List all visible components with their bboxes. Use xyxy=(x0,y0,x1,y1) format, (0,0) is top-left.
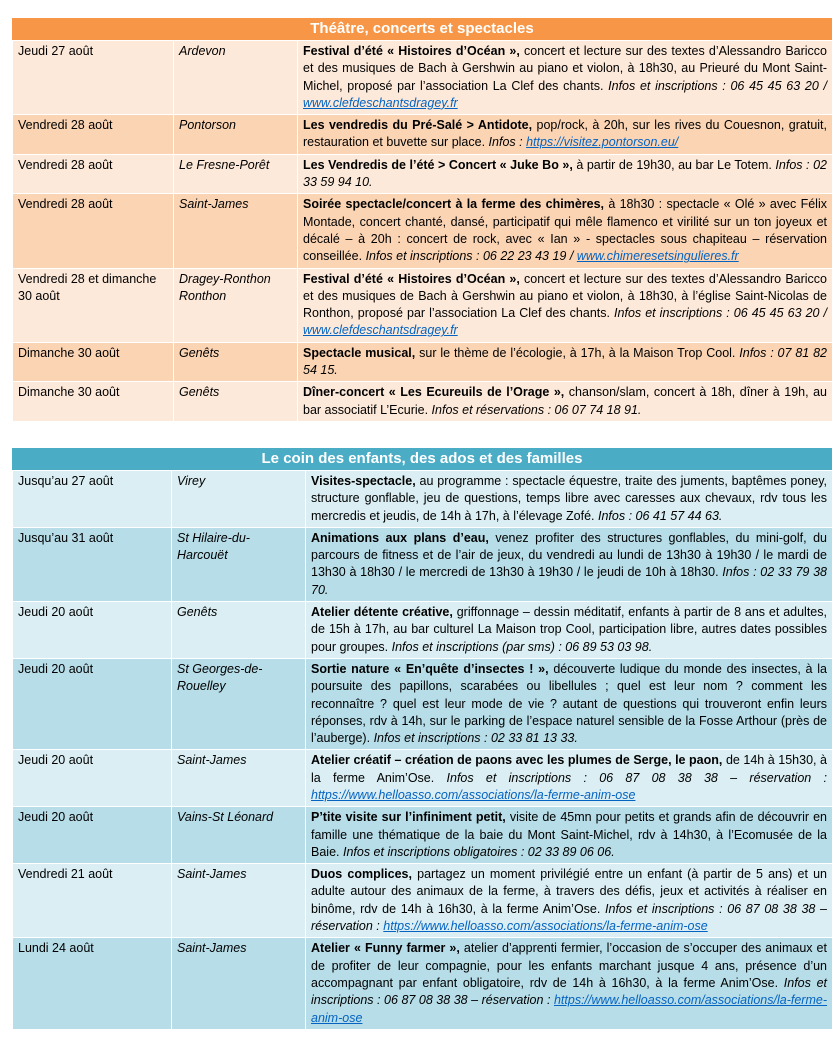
event-description xyxy=(306,864,833,938)
event-description xyxy=(306,938,833,1029)
event-date: Lundi 24 août xyxy=(13,938,172,1029)
event-date: Jeudi 27 août xyxy=(13,41,174,115)
events-page xyxy=(12,18,832,1030)
event-date: Jeudi 20 août xyxy=(13,807,172,864)
event-contact: Infos : 07 81 82 54 15. xyxy=(303,345,827,378)
event-title: P’tite visite sur l’infiniment petit, xyxy=(311,810,506,825)
events-table xyxy=(12,40,833,422)
event-text: visite de 45mn pour petits et grands afin de découvrir en famille une thématique de la baie du Mont Saint-Michel, rdv à 14h30, à l’Ecomusée de la Baie. xyxy=(311,810,827,859)
event-row xyxy=(13,154,833,194)
event-text: sur le thème de l’écologie, à 17h, à la Maison Trop Cool. xyxy=(419,345,736,360)
event-description xyxy=(298,268,833,342)
event-text: griffonnage – dessin méditatif, enfants à partir de 8 ans et adultes, de 15h à 17h, au bar culturel La Maison trop Cool, participation libre, autres dates possibles pour groupes. xyxy=(311,605,827,654)
event-text: à partir de 19h30, au bar Le Totem. xyxy=(576,157,772,172)
section-header: Le coin des enfants, des ados et des familles xyxy=(12,448,832,470)
event-title: Duos complices, xyxy=(311,867,412,882)
event-row xyxy=(13,268,833,342)
event-title: Soirée spectacle/concert à la ferme des chimères, xyxy=(303,197,605,212)
event-date: Jusqu’au 31 août xyxy=(13,527,172,601)
event-description xyxy=(306,658,833,749)
event-description xyxy=(306,470,833,527)
event-text: concert et lecture sur des textes d’Alessandro Baricco et des musiques de Bach à Gershwin au piano et violon, à 18h30, au Prieuré du Mont Saint-Michel, proposé par l’association La Clef des chants. xyxy=(303,44,827,93)
event-row xyxy=(13,807,833,864)
event-contact: Infos et inscriptions : 06 45 45 63 20 / xyxy=(608,78,827,93)
event-link[interactable]: www.chimeresetsingulieres.fr xyxy=(576,249,739,264)
event-description xyxy=(298,194,833,268)
event-contact: Infos et inscriptions : 02 33 81 13 33. xyxy=(373,731,578,746)
event-text: pop/rock, à 20h, sur les rives du Couesnon, gratuit, restauration et buvette sur place. xyxy=(303,118,827,150)
event-contact: Infos et inscriptions : 06 87 08 38 38 – réservation : xyxy=(446,770,827,785)
event-title: Atelier créatif – création de paons avec les plumes de Serge, le paon, xyxy=(311,753,723,768)
events-section-kids xyxy=(12,448,832,1030)
event-link[interactable]: www.clefdeschantsdragey.fr xyxy=(303,95,458,110)
event-description xyxy=(298,342,833,382)
event-contact: Infos : xyxy=(488,135,523,150)
event-row xyxy=(13,194,833,268)
event-date: Vendredi 21 août xyxy=(13,864,172,938)
event-description xyxy=(306,527,833,601)
event-text: partagez un moment privilégié entre un enfant (à partir de 5 ans) et un adulte autour des animaux de la ferme, à travers des défis, jeux et activités à réaliser en binôme, rdv de 14h à 16h30, à la ferme Anim’Ose. xyxy=(311,867,827,916)
event-contact: Infos et inscriptions : 06 45 45 63 20 / xyxy=(614,306,827,321)
event-description xyxy=(298,41,833,115)
event-title: Spectacle musical, xyxy=(303,345,416,360)
events-section-theatre xyxy=(12,18,832,422)
event-text: venez profiter des structures gonflables, du mini-golf, du parcours de fitness et de l’air de jeux, du vendredi au lundi de 13h30 à 19h30 / le mardi de 13h30 à 18h30 / le mercredi de 13h30 à 19h30 / le jeudi de 10h à 18h30. xyxy=(311,530,827,580)
event-row xyxy=(13,41,833,115)
event-title: Atelier « Funny farmer », xyxy=(311,941,460,956)
event-date: Dimanche 30 août xyxy=(13,382,174,422)
event-text: chanson/slam, concert à 18h, dîner à 19h, au bar associatif L’Ecurie. xyxy=(303,385,827,417)
event-row xyxy=(13,938,833,1029)
event-date: Vendredi 28 et dimanche 30 août xyxy=(13,268,174,342)
event-title: Les Vendredis de l’été > Concert « Juke Bo », xyxy=(303,157,573,172)
event-title: Atelier détente créative, xyxy=(311,605,453,620)
event-contact: Infos : 02 33 59 94 10. xyxy=(303,157,827,190)
event-title: Sortie nature « En’quête d’insectes ! », xyxy=(311,661,549,676)
event-text: atelier d’apprenti fermier, l’occasion de s’occuper des animaux et de profiter de leur compagnie, pour les enfants marchant jusque 4 ans, présence d’un accompagnant par enfant obligatoire, rdv de 14h à 16h30, à la ferme Anim’Ose. xyxy=(311,941,827,990)
event-contact: Infos et inscriptions : 06 87 08 38 38 – réservation : xyxy=(311,901,827,934)
event-place: Dragey-Ronthon Ronthon xyxy=(174,268,298,342)
event-contact: Infos et inscriptions : 06 87 08 38 38 – réservation : xyxy=(311,975,827,1008)
event-link[interactable]: www.clefdeschantsdragey.fr xyxy=(303,323,458,338)
event-link[interactable]: https://visitez.pontorson.eu/ xyxy=(526,135,679,150)
event-title: Festival d’été « Histoires d’Océan », xyxy=(303,271,520,286)
event-row xyxy=(13,342,833,382)
event-place: Vains-St Léonard xyxy=(172,807,306,864)
event-title: Visites-spectacle, xyxy=(311,473,416,488)
event-row xyxy=(13,527,833,601)
event-row xyxy=(13,658,833,749)
event-place: Le Fresne-Porêt xyxy=(174,154,298,194)
event-link[interactable]: https://www.helloasso.com/associations/la-ferme-anim-ose xyxy=(311,993,827,1025)
event-contact: Infos : 02 33 79 38 70. xyxy=(311,565,827,597)
event-date: Vendredi 28 août xyxy=(13,154,174,194)
event-place: Ardevon xyxy=(174,41,298,115)
event-row xyxy=(13,382,833,422)
event-link[interactable]: https://www.helloasso.com/associations/la-ferme-anim-ose xyxy=(311,787,636,802)
event-title: Dîner-concert « Les Ecureuils de l’Orage », xyxy=(303,385,565,400)
event-place: St Hilaire-du-Harcouët xyxy=(172,527,306,601)
event-text: découverte ludique du monde des insectes, à la poursuite des papillons, scarabées ou libellules ; quel est leur nom ? comment les reconnaître ? quel est leur mode de vie ? autant de questions qui trouveront enfin leurs réponses, rdv à 14h, sur le parking de l’espace naturel sensible de la Fosse Arthour (près de l’auberge). xyxy=(311,661,827,746)
event-contact: Infos et inscriptions : 06 22 23 43 19 / xyxy=(365,249,574,264)
event-place: St Georges-de-Rouelley xyxy=(172,658,306,749)
event-place: Saint-James xyxy=(174,194,298,268)
event-description xyxy=(298,115,833,155)
event-date: Jusqu’au 27 août xyxy=(13,470,172,527)
event-date: Jeudi 20 août xyxy=(13,602,172,659)
event-row xyxy=(13,115,833,155)
event-row xyxy=(13,864,833,938)
event-date: Jeudi 20 août xyxy=(13,750,172,807)
event-date: Vendredi 28 août xyxy=(13,115,174,155)
event-row xyxy=(13,602,833,659)
event-place: Genêts xyxy=(172,602,306,659)
event-text: de 14h à 15h30, à la ferme Anim’Ose. xyxy=(311,753,827,785)
event-description xyxy=(298,154,833,194)
event-contact: Infos : 06 41 57 44 63. xyxy=(598,508,723,523)
event-place: Pontorson xyxy=(174,115,298,155)
event-title: Les vendredis du Pré-Salé > Antidote, xyxy=(303,118,533,133)
event-place: Saint-James xyxy=(172,750,306,807)
events-table xyxy=(12,470,833,1030)
event-text: à 18h30 : spectacle « Olé » avec Félix Montade, concert chanté, dansé, participatif qui mêle flamenco et virilité sur un ton joyeux et décalé – à 20h : concert de rock, avec « Ian » - spectacles sous chapiteau – réservation conseillée. xyxy=(303,197,827,264)
event-description xyxy=(306,602,833,659)
event-place: Genêts xyxy=(174,382,298,422)
event-place: Saint-James xyxy=(172,864,306,938)
event-description xyxy=(306,807,833,864)
event-contact: Infos et inscriptions obligatoires : 02 33 89 06 06. xyxy=(342,844,615,859)
event-description xyxy=(298,382,833,422)
event-text: au programme : spectacle équestre, traite des juments, baptêmes poney, structure gonflable, jeu de questions, temps libre avec caresses aux chevaux, rdv tous les mercredis et jeudis, de 14h à 17h, à l’élevage Zofé. xyxy=(311,473,827,523)
event-date: Dimanche 30 août xyxy=(13,342,174,382)
event-date: Vendredi 28 août xyxy=(13,194,174,268)
event-row xyxy=(13,750,833,807)
event-date: Jeudi 20 août xyxy=(13,658,172,749)
event-title: Festival d’été « Histoires d’Océan », xyxy=(303,44,520,58)
event-row xyxy=(13,470,833,527)
event-place: Genêts xyxy=(174,342,298,382)
event-text: concert et lecture sur des textes d’Alessandro Baricco et des musiques de Bach à Gershwin au piano et violon, à 18h30, à l’église Saint-Nicolas de Ronthon, proposé par l’association La Clef des chants. xyxy=(303,271,827,321)
event-place: Virey xyxy=(172,470,306,527)
event-description xyxy=(306,750,833,807)
event-contact: Infos et inscriptions (par sms) : 06 89 53 03 98. xyxy=(391,639,653,654)
event-link[interactable]: https://www.helloasso.com/associations/la-ferme-anim-ose xyxy=(383,919,708,934)
event-contact: Infos et réservations : 06 07 74 18 91. xyxy=(431,402,642,417)
event-title: Animations aux plans d’eau, xyxy=(311,530,489,545)
event-place: Saint-James xyxy=(172,938,306,1029)
section-header: Théâtre, concerts et spectacles xyxy=(12,18,832,40)
